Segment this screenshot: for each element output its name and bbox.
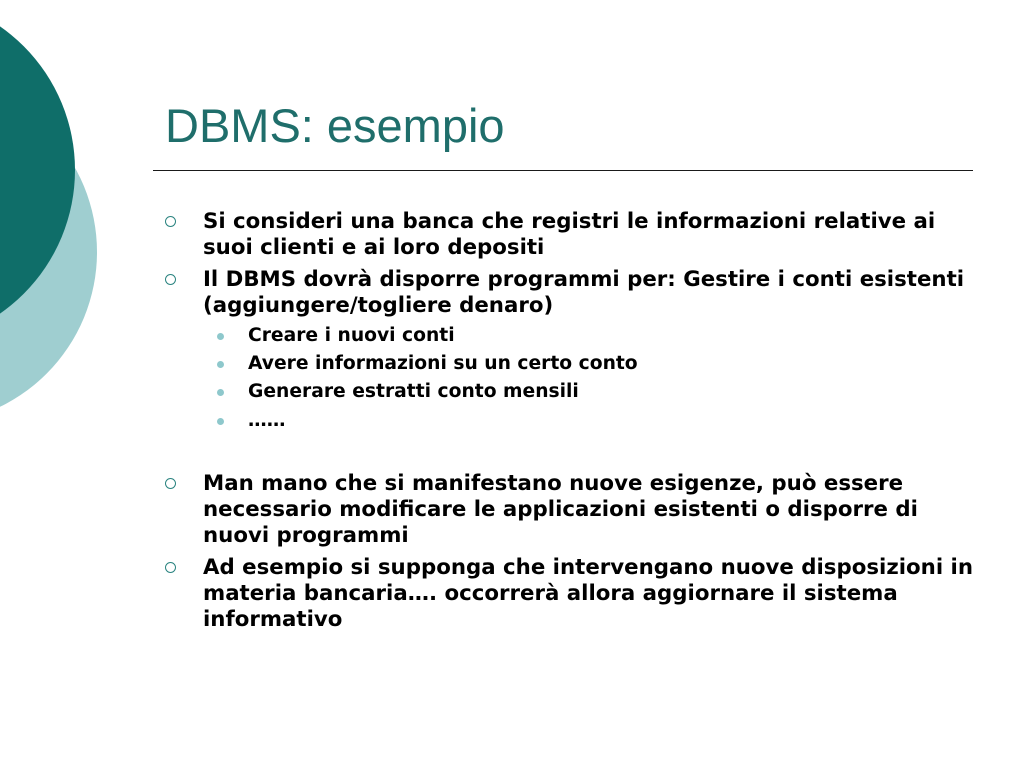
bullet-text: Ad esempio si supponga che intervengano nuove disposizioni in materia bancaria…. occorrerà allora aggiornare il sistema informativo: [203, 555, 974, 632]
sub-bullet-item: [248, 324, 948, 348]
hollow-circle-bullet-icon: [165, 562, 176, 573]
bullet-item: [203, 209, 983, 261]
sub-bullet-text: ……: [248, 410, 286, 431]
slide-title: DBMS: esempio: [165, 99, 505, 152]
bullet-item: [203, 267, 983, 319]
bullet-item: [203, 471, 983, 549]
sub-bullet-item: [248, 409, 948, 433]
bullet-text: Si consideri una banca che registri le informazioni relative ai suoi clienti e ai loro depositi: [203, 209, 936, 260]
sub-bullet-item: [248, 380, 948, 404]
sub-bullet-text: Creare i nuovi conti: [248, 325, 455, 346]
dot-bullet-icon: [217, 361, 224, 368]
sub-bullet-item: [248, 352, 948, 376]
bullet-text: Man mano che si manifestano nuove esigenze, può essere necessario modificare le applicazioni esistenti o disporre di nuovi programmi: [203, 471, 918, 548]
hollow-circle-bullet-icon: [165, 274, 176, 285]
decorative-circles: [0, 0, 110, 420]
dot-bullet-icon: [217, 333, 224, 340]
bullet-item: [203, 555, 983, 633]
dot-bullet-icon: [217, 418, 224, 425]
sub-bullet-text: Avere informazioni su un certo conto: [248, 353, 638, 374]
sub-bullet-text: Generare estratti conto mensili: [248, 381, 579, 402]
hollow-circle-bullet-icon: [165, 478, 176, 489]
bullet-text: Il DBMS dovrà disporre programmi per: Gestire i conti esistenti (aggiungere/togliere denaro): [203, 267, 965, 318]
title-divider: [153, 170, 973, 171]
dot-bullet-icon: [217, 389, 224, 396]
hollow-circle-bullet-icon: [165, 216, 176, 227]
